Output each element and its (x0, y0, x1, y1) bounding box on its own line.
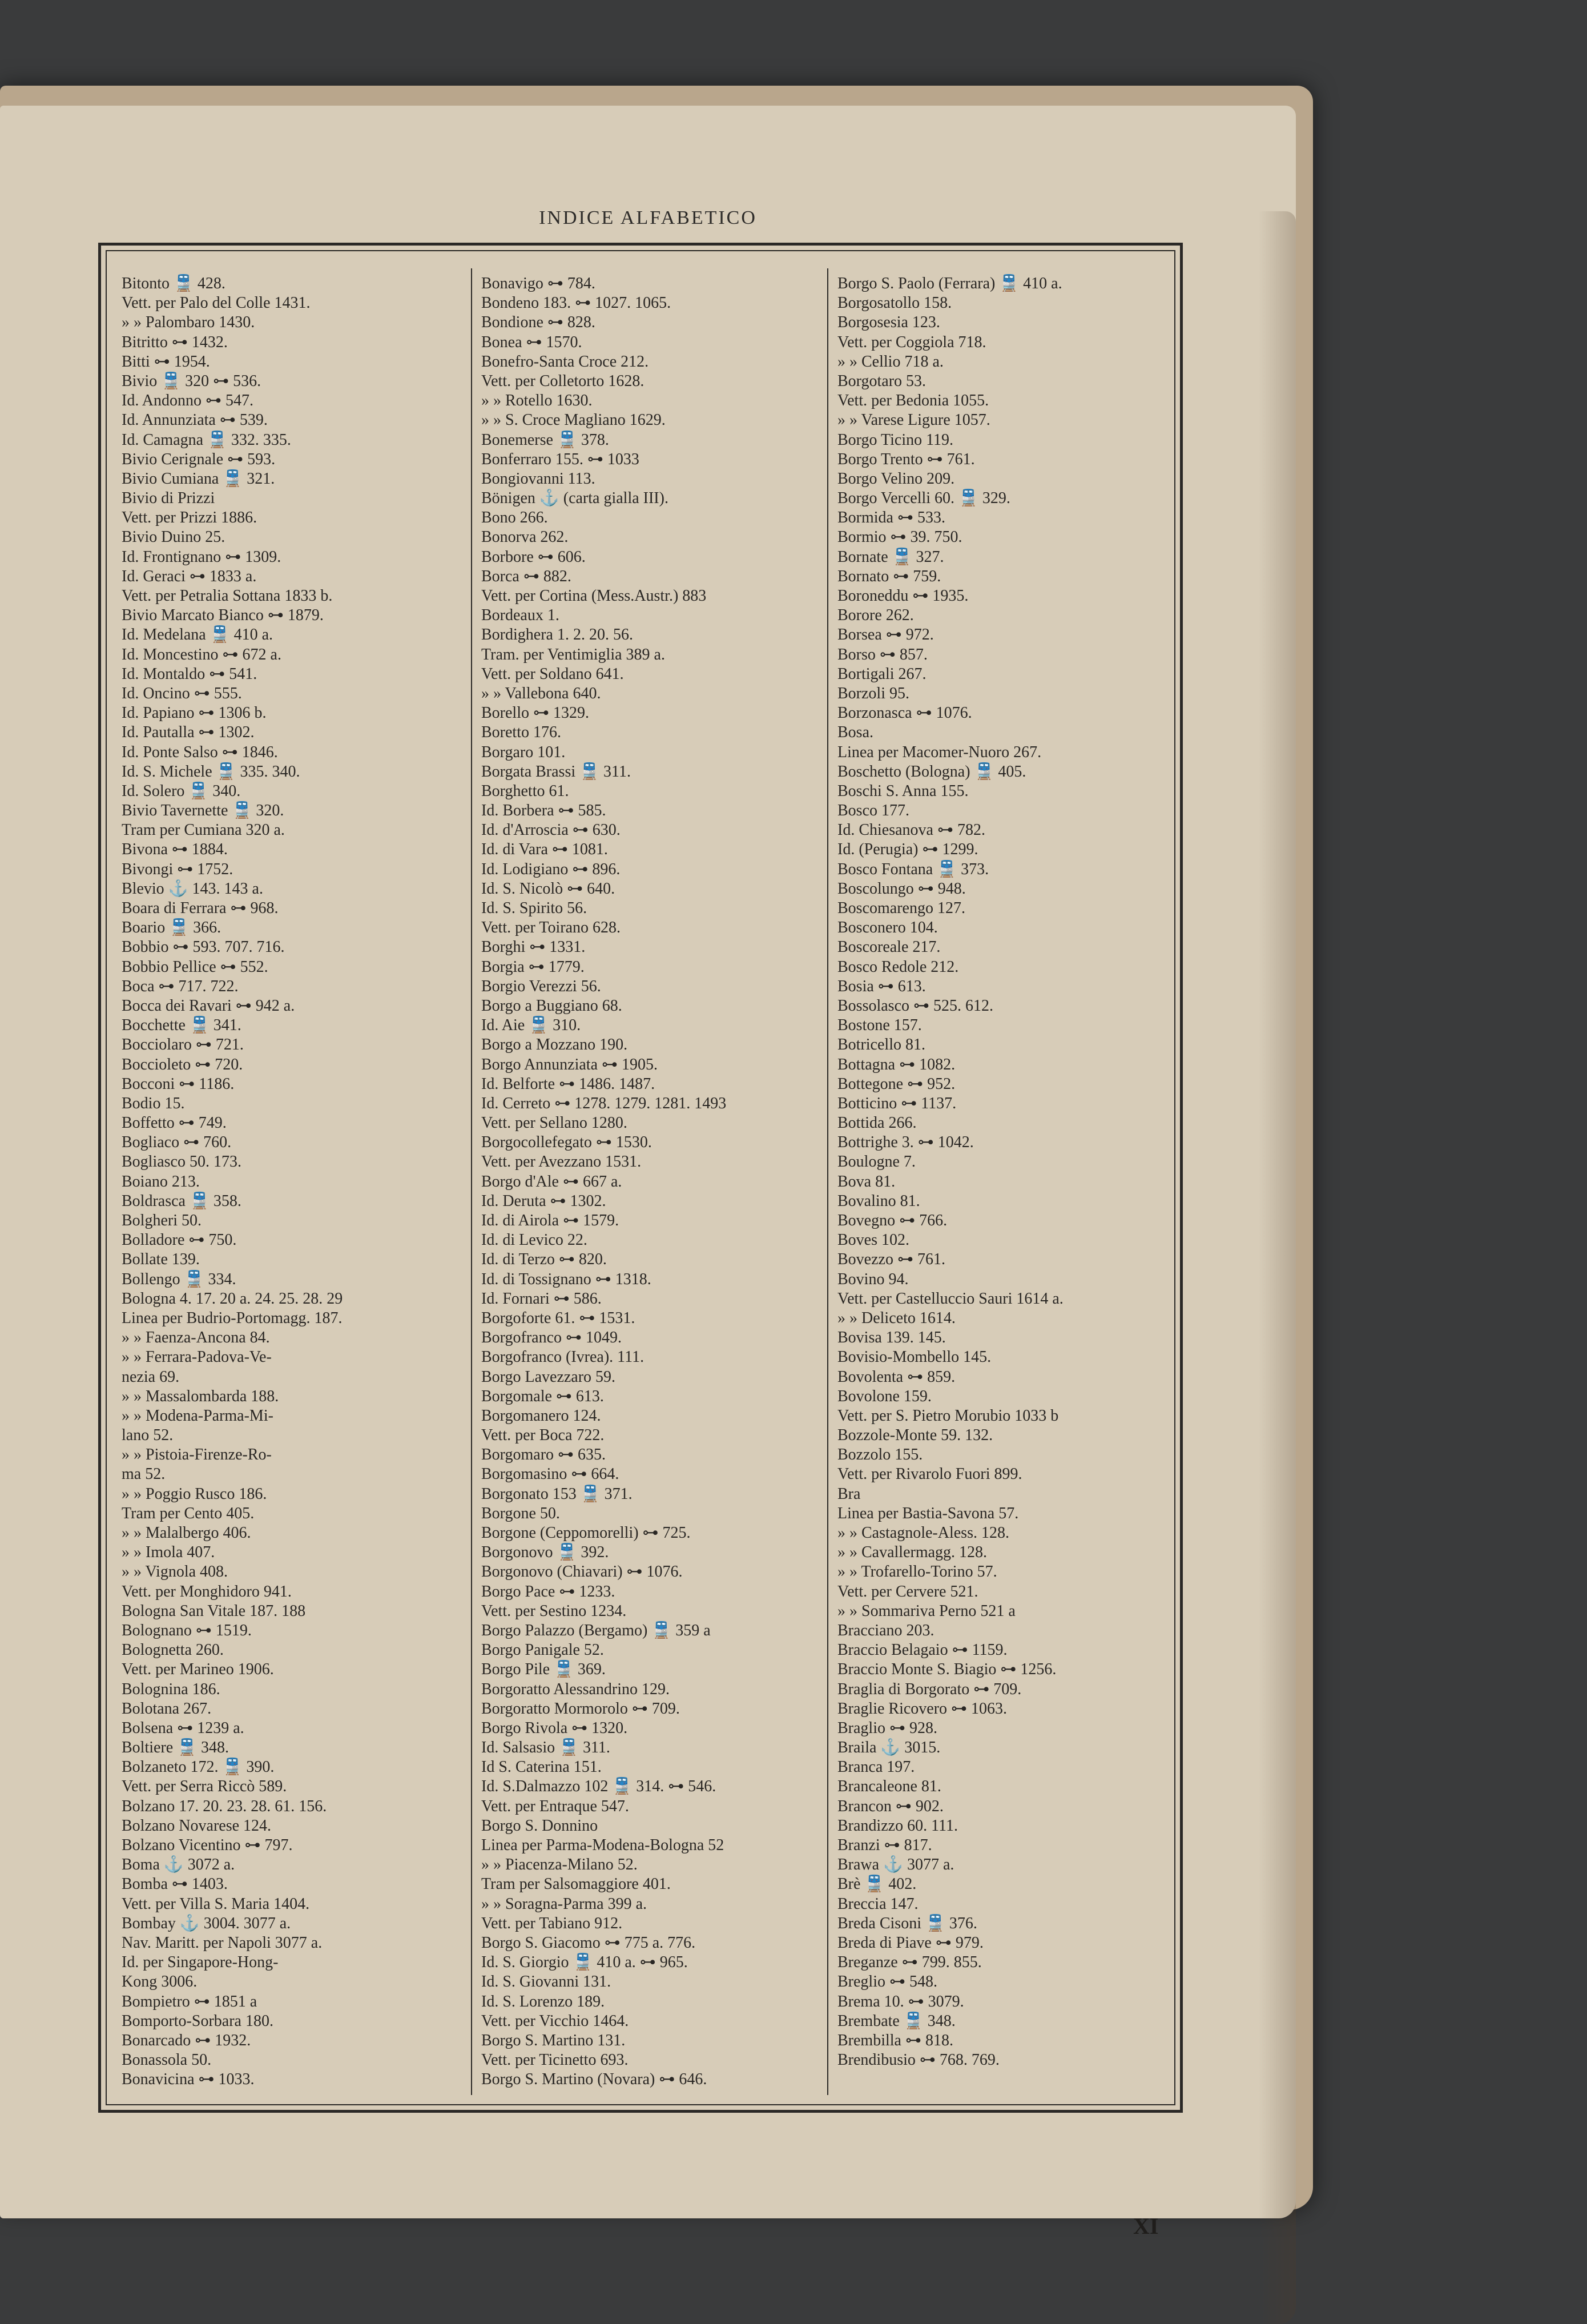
index-entry: Braglio ⊶ 928. (837, 1719, 937, 1737)
index-entry: Brawa ⚓ 3077 a. (837, 1856, 954, 1874)
index-entry: Bollate 139. (122, 1251, 200, 1269)
index-entry: Bozzole-Monte 59. 132. (837, 1426, 993, 1445)
index-entry: Borgonovo 🚆 392. (481, 1543, 609, 1562)
index-entry: Bivio Tavernette 🚆 320. (122, 802, 284, 820)
index-entry: Bolsena ⊶ 1239 a. (122, 1719, 244, 1737)
page-number: XI (1133, 2213, 1159, 2239)
index-entry: Bonorva 262. (481, 528, 569, 546)
index-entry: Id. di Levico 22. (481, 1231, 587, 1249)
index-entry: Bologna San Vitale 187. 188 (122, 1602, 306, 1620)
index-entry: Borgo Annunziata ⊶ 1905. (481, 1055, 658, 1073)
index-entry: Vett. per Petralia Sottana 1833 b. (122, 587, 333, 605)
index-entry: Borgo S. Donnino (481, 1816, 598, 1835)
index-entry: Bornato ⊶ 759. (837, 567, 941, 585)
index-entry: Bosa. (837, 723, 873, 742)
index-entry: Vett. per Ticinetto 693. (481, 2051, 629, 2069)
index-entry: Vett. per Palo del Colle 1431. (122, 294, 311, 312)
index-entry: Tram per Cumiana 320 a. (122, 821, 285, 839)
index-entry: Boara di Ferrara ⊶ 968. (122, 899, 279, 917)
index-entry: Vett. per Entraque 547. (481, 1797, 629, 1815)
index-entry: Boroneddu ⊶ 1935. (837, 587, 969, 605)
index-entry: Vett. per Monghidoro 941. (122, 1582, 292, 1601)
index-entry: Brancon ⊶ 902. (837, 1797, 944, 1815)
index-entry: Bosco Redole 212. (837, 958, 959, 976)
index-page (0, 106, 1296, 2239)
index-entry: Breganze ⊶ 799. 855. (837, 1953, 982, 1972)
index-entry: Linea per Bastia-Savona 57. (837, 1504, 1019, 1522)
index-entry: Vett. per Sestino 1234. (481, 1602, 627, 1620)
index-entry: Vett. per Villa S. Maria 1404. (122, 1895, 310, 1913)
index-entry: Id. Borbera ⊶ 585. (481, 802, 606, 820)
index-entry: Tram per Cento 405. (122, 1504, 255, 1522)
index-entry: Bomba ⊶ 1403. (122, 1875, 228, 1893)
index-entry: Borgo a Buggiano 68. (481, 996, 622, 1015)
index-entry: Borgata Brassi 🚆 311. (481, 762, 631, 781)
index-column-1 (122, 274, 464, 2089)
index-entry: Borgofranco ⊶ 1049. (481, 1329, 622, 1347)
index-entry: Boschi S. Anna 155. (837, 782, 969, 800)
index-entry: Bolzano Vicentino ⊶ 797. (122, 1836, 293, 1854)
index-entry: Id. S. Giovanni 131. (481, 1973, 611, 1991)
index-entry: Bönigen ⚓ (carta gialla III). (481, 489, 668, 508)
index-entry: Bonavicina ⊶ 1033. (122, 2070, 255, 2089)
index-entry: Bitritto ⊶ 1432. (122, 333, 228, 351)
index-entry: Bivio di Prizzi (122, 489, 215, 508)
index-entry: Id. (Perugia) ⊶ 1299. (837, 841, 978, 859)
index-entry: Bivio Cumiana 🚆 321. (122, 469, 275, 488)
index-entry: » » Trofarello-Torino 57. (837, 1563, 997, 1581)
index-entry: Id. S. Spirito 56. (481, 899, 587, 917)
index-entry: Id. Papiano ⊶ 1306 b. (122, 704, 267, 722)
index-entry: Borello ⊶ 1329. (481, 704, 589, 722)
page-edge-shadow (1259, 211, 1296, 2324)
index-entry: » » Malalbergo 406. (122, 1524, 251, 1542)
index-entry: » » Vignola 408. (122, 1563, 228, 1581)
index-entry: Id. S.Dalmazzo 102 🚆 314. ⊶ 546. (481, 1778, 716, 1796)
index-entry: Bovalino 81. (837, 1192, 920, 1210)
index-entry: Id. Deruta ⊶ 1302. (481, 1192, 606, 1210)
index-entry: Bolzano Novarese 124. (122, 1816, 272, 1835)
index-entry: Bozzolo 155. (837, 1446, 923, 1464)
index-entry: Borgone 50. (481, 1504, 560, 1522)
index-entry: Borgo Rivola ⊶ 1320. (481, 1719, 628, 1737)
index-entry: » » Faenza-Ancona 84. (122, 1329, 270, 1347)
index-entry: Bollengo 🚆 334. (122, 1270, 236, 1288)
index-entry: Borgo Palazzo (Bergamo) 🚆 359 a (481, 1621, 711, 1639)
index-entry: Breglio ⊶ 548. (837, 1973, 937, 1991)
index-entry: Tram. per Ventimiglia 389 a. (481, 645, 665, 664)
index-entry: Bonferraro 155. ⊶ 1033 (481, 450, 639, 468)
index-entry: Bivio Cerignale ⊶ 593. (122, 450, 276, 468)
index-entry: Tram per Salsomaggiore 401. (481, 1875, 671, 1893)
index-entry: Bivio Duino 25. (122, 528, 225, 546)
index-entry: Bonea ⊶ 1570. (481, 333, 582, 351)
index-entry: Bolotana 267. (122, 1699, 212, 1718)
index-entry: Breccia 147. (837, 1895, 919, 1913)
index-entry: Borgosesia 123. (837, 313, 940, 332)
index-entry: Vett. per Sellano 1280. (481, 1114, 627, 1132)
index-entry: » » Vallebona 640. (481, 684, 601, 702)
index-entry: Braglie Ricovero ⊶ 1063. (837, 1699, 1008, 1718)
index-entry: Brancaleone 81. (837, 1778, 941, 1796)
index-entry: Vett. per Cervere 521. (837, 1582, 978, 1601)
index-entry: Bocciolaro ⊶ 721. (122, 1036, 244, 1054)
index-entry: Bova 81. (837, 1172, 896, 1191)
index-entry: Bolzano 17. 20. 23. 28. 61. 156. (122, 1797, 327, 1815)
index-entry: Borgomaro ⊶ 635. (481, 1446, 606, 1464)
index-entry: Bondione ⊶ 828. (481, 313, 595, 332)
index-entry: Brè 🚆 402. (837, 1875, 917, 1893)
index-entry: Bono 266. (481, 509, 548, 527)
index-entry: Vett. per Tabiano 912. (481, 1914, 623, 1932)
index-entry: Boscomarengo 127. (837, 899, 965, 917)
index-entry: Borgo S. Martino 131. (481, 2031, 626, 2049)
index-entry: Boccioleto ⊶ 720. (122, 1055, 243, 1073)
index-entry: Bosco Fontana 🚆 373. (837, 860, 989, 878)
index-entry: Borgoratto Mormorolo ⊶ 709. (481, 1699, 680, 1718)
index-entry: Id. Frontignano ⊶ 1309. (122, 548, 281, 566)
index-entry: » » Rotello 1630. (481, 392, 593, 410)
index-entry: » » Deliceto 1614. (837, 1309, 956, 1327)
index-entry: Bolognano ⊶ 1519. (122, 1621, 252, 1639)
index-entry: Bordighera 1. 2. 20. 56. (481, 626, 633, 644)
index-entry: Vett. per Coggiola 718. (837, 333, 986, 351)
index-column-3 (837, 274, 1174, 2070)
index-entry: Borgomanero 124. (481, 1406, 601, 1425)
index-entry: Vett. per Boca 722. (481, 1426, 605, 1445)
index-entry: Borzoli 95. (837, 684, 909, 702)
index-entry: Borsea ⊶ 972. (837, 626, 934, 644)
index-entry: Bra (837, 1485, 861, 1503)
index-entry: Vett. per Toirano 628. (481, 919, 621, 937)
index-entry: Bolognina 186. (122, 1680, 220, 1698)
index-entry: Id. S. Nicolò ⊶ 640. (481, 879, 615, 898)
index-entry: Bonassola 50. (122, 2051, 212, 2069)
index-entry: Borgo Pile 🚆 369. (481, 1660, 606, 1679)
index-entry: Bosia ⊶ 613. (837, 977, 926, 995)
index-entry: Bolzaneto 172. 🚆 390. (122, 1758, 275, 1776)
index-entry: Brandizzo 60. 111. (837, 1816, 958, 1835)
index-entry: Id. Chiesanova ⊶ 782. (837, 821, 985, 839)
index-entry: Bocconi ⊶ 1186. (122, 1075, 235, 1093)
index-entry: Bormio ⊶ 39. 750. (837, 528, 962, 546)
index-entry: Boretto 176. (481, 723, 561, 742)
index-entry: Boffetto ⊶ 749. (122, 1114, 227, 1132)
index-entry: Bogliaco ⊶ 760. (122, 1133, 232, 1152)
index-entry: Borgoforte 61. ⊶ 1531. (481, 1309, 635, 1327)
column-rule-1 (471, 268, 472, 2095)
index-entry: Boschetto (Bologna) 🚆 405. (837, 762, 1026, 781)
index-entry: Bornate 🚆 327. (837, 548, 944, 566)
index-entry: » » Palombaro 1430. (122, 313, 255, 332)
index-entry: Borgo Lavezzaro 59. (481, 1368, 616, 1386)
index-entry: Bovolenta ⊶ 859. (837, 1368, 956, 1386)
index-entry: Borgoratto Alessandrino 129. (481, 1680, 670, 1698)
index-entry: Boscolungo ⊶ 948. (837, 879, 966, 898)
index-entry: Borgomale ⊶ 613. (481, 1387, 604, 1405)
index-entry: Brembate 🚆 348. (837, 2012, 956, 2030)
index-entry: Borgocollefegato ⊶ 1530. (481, 1133, 652, 1152)
index-entry: Linea per Parma-Modena-Bologna 52 (481, 1836, 724, 1854)
index-entry: Borgo Ticino 119. (837, 431, 954, 449)
index-entry: Vett. per Serra Riccò 589. (122, 1778, 287, 1796)
index-entry: Borghi ⊶ 1331. (481, 938, 586, 956)
index-entry: Vett. per Soldano 641. (481, 665, 624, 683)
index-entry: Boscoreale 217. (837, 938, 941, 956)
index-frame-inner (106, 250, 1175, 2105)
index-entry: Borgaro 101. (481, 743, 566, 761)
index-entry: Bitti ⊶ 1954. (122, 352, 210, 371)
index-entry: Bovezzo ⊶ 761. (837, 1251, 945, 1269)
index-entry: Borgomasino ⊶ 664. (481, 1465, 619, 1483)
index-entry: Bitonto 🚆 428. (122, 275, 225, 292)
index-entry: Borore 262. (837, 606, 914, 625)
index-entry: Borgo Pace ⊶ 1233. (481, 1582, 615, 1601)
index-entry: Bottegone ⊶ 952. (837, 1075, 956, 1093)
index-entry: Id. Solero 🚆 340. (122, 782, 241, 800)
index-entry: Bivio 🚆 320 ⊶ 536. (122, 372, 261, 390)
index-entry: Bodio 15. (122, 1094, 185, 1112)
index-entry: Id. Medelana 🚆 410 a. (122, 626, 273, 644)
index-entry: Id S. Caterina 151. (481, 1758, 602, 1776)
index-entry: Brendibusio ⊶ 768. 769. (837, 2051, 1000, 2069)
index-entry: » » Varese Ligure 1057. (837, 411, 990, 429)
index-entry: Vett. per Prizzi 1886. (122, 509, 257, 527)
index-entry: Id. Belforte ⊶ 1486. 1487. (481, 1075, 655, 1093)
index-entry: Bivona ⊶ 1884. (122, 841, 228, 859)
index-entry: Bivongi ⊶ 1752. (122, 860, 233, 878)
index-entry: » » Massalombarda 188. (122, 1387, 279, 1405)
index-entry: Vett. per Bedonia 1055. (837, 392, 989, 410)
index-entry: Borgo Panigale 52. (481, 1641, 604, 1659)
index-entry: Id. Aie 🚆 310. (481, 1016, 581, 1035)
index-entry: ma 52. (122, 1465, 166, 1483)
index-entry: » » Imola 407. (122, 1543, 215, 1562)
index-entry: Nav. Maritt. per Napoli 3077 a. (122, 1933, 323, 1952)
index-entry: Bocca dei Ravari ⊶ 942 a. (122, 996, 295, 1015)
index-entry: Vett. per Avezzano 1531. (481, 1153, 642, 1171)
index-entry: Boma ⚓ 3072 a. (122, 1856, 235, 1874)
index-entry: Id. per Singapore-Hong- (122, 1953, 279, 1972)
index-entry: Borzonasca ⊶ 1076. (837, 704, 972, 722)
index-entry: Bonemerse 🚆 378. (481, 431, 609, 449)
index-entry: Vett. per Vicchio 1464. (481, 2012, 629, 2030)
index-column-2 (481, 274, 829, 2089)
index-entry: Bobbio Pellice ⊶ 552. (122, 958, 268, 976)
index-entry: Bolgheri 50. (122, 1212, 202, 1229)
index-entry: Braccio Monte S. Biagio ⊶ 1256. (837, 1660, 1057, 1679)
index-entry: Id. di Airola ⊶ 1579. (481, 1212, 619, 1229)
index-entry: » » Sommariva Perno 521 a (837, 1602, 1016, 1620)
index-entry: Id. Geraci ⊶ 1833 a. (122, 567, 257, 585)
index-entry: Id. Ponte Salso ⊶ 1846. (122, 743, 278, 761)
index-entry: Bovegno ⊶ 766. (837, 1212, 948, 1229)
index-entry: Bologna 4. 17. 20 a. 24. 25. 28. 29 (122, 1289, 343, 1308)
index-entry: Borgo a Mozzano 190. (481, 1036, 628, 1054)
index-entry: » » Cavallermagg. 128. (837, 1543, 988, 1562)
index-entry: Id. Fornari ⊶ 586. (481, 1289, 602, 1308)
index-entry: » » Castagnole-Aless. 128. (837, 1524, 1009, 1542)
index-entry: Brema 10. ⊶ 3079. (837, 1992, 964, 2011)
index-entry: Bompietro ⊶ 1851 a (122, 1992, 257, 2011)
index-entry: Id. S. Lorenzo 189. (481, 1992, 605, 2011)
index-entry: Vett. per Rivarolo Fuori 899. (837, 1465, 1022, 1483)
index-entry: Bovisa 139. 145. (837, 1329, 946, 1347)
index-entry: Bostone 157. (837, 1016, 922, 1035)
index-entry: Borgone (Ceppomorelli) ⊶ 725. (481, 1524, 691, 1542)
index-entry: Id. S. Michele 🚆 335. 340. (122, 762, 300, 781)
index-entry: Botticino ⊶ 1137. (837, 1094, 957, 1112)
index-entry: Bonarcado ⊶ 1932. (122, 2031, 251, 2049)
index-entry: Borgo Trento ⊶ 761. (837, 450, 975, 468)
index-entry: Boiano 213. (122, 1172, 200, 1191)
index-entry: Borgosatollo 158. (837, 294, 952, 312)
index-entry: Bonavigo ⊶ 784. (481, 275, 595, 292)
index-entry: » » Pistoia-Firenze-Ro- (122, 1446, 272, 1464)
index-entry: Braila ⚓ 3015. (837, 1739, 941, 1757)
index-entry: Vett. per S. Pietro Morubio 1033 b (837, 1406, 1059, 1425)
index-entry: Id. di Tossignano ⊶ 1318. (481, 1270, 651, 1288)
index-entry: Id. di Vara ⊶ 1081. (481, 841, 608, 859)
index-entry: Bocchette 🚆 341. (122, 1016, 241, 1035)
index-entry: Bolognetta 260. (122, 1641, 224, 1659)
index-entry: Brembilla ⊶ 818. (837, 2031, 953, 2049)
index-entry: Boulogne 7. (837, 1153, 916, 1171)
index-entry: Id. Andonno ⊶ 547. (122, 392, 253, 410)
index-entry: Borgonato 153 🚆 371. (481, 1485, 633, 1503)
index-entry: Borgia ⊶ 1779. (481, 958, 585, 976)
index-entry: Braglia di Borgorato ⊶ 709. (837, 1680, 1022, 1698)
index-entry: » » Ferrara-Padova-Ve- (122, 1348, 272, 1366)
index-entry: Id. Salsasio 🚆 311. (481, 1739, 610, 1757)
index-entry: Vett. per Colletorto 1628. (481, 372, 645, 390)
index-entry: » » S. Croce Magliano 1629. (481, 411, 666, 429)
index-entry: Boltiere 🚆 348. (122, 1739, 229, 1757)
index-entry: Boario 🚆 366. (122, 919, 221, 937)
index-entry: Id. Oncino ⊶ 555. (122, 684, 242, 702)
index-entry: Borca ⊶ 882. (481, 567, 571, 585)
index-entry: Vett. per Cortina (Mess.Austr.) 883 (481, 587, 707, 605)
index-entry: » » Piacenza-Milano 52. (481, 1856, 638, 1874)
index-entry: Bortigali 267. (837, 665, 927, 683)
index-entry: Boldrasca 🚆 358. (122, 1192, 241, 1210)
page-title: INDICE ALFABETICO (539, 207, 757, 228)
index-entry: » » Soragna-Parma 399 a. (481, 1895, 647, 1913)
index-entry: Id. Pautalla ⊶ 1302. (122, 723, 255, 742)
index-entry: Id. Lodigiano ⊶ 896. (481, 860, 621, 878)
index-entry: Bongiovanni 113. (481, 469, 595, 488)
index-entry: Bovino 94. (837, 1270, 909, 1288)
index-entry: Vett. per Marineo 1906. (122, 1660, 274, 1679)
index-entry: Kong 3006. (122, 1973, 198, 1991)
index-entry: » » Poggio Rusco 186. (122, 1485, 267, 1503)
index-entry: Bondeno 183. ⊶ 1027. 1065. (481, 294, 671, 312)
index-entry: Borbore ⊶ 606. (481, 548, 586, 566)
index-entry: Bracciano 203. (837, 1621, 935, 1639)
index-entry: Borgo d'Ale ⊶ 667 a. (481, 1172, 622, 1191)
index-entry: Blevio ⚓ 143. 143 a. (122, 879, 263, 898)
index-entry: Bosco 177. (837, 802, 909, 820)
index-entry: Id. di Terzo ⊶ 820. (481, 1251, 607, 1269)
index-entry: Borgotaro 53. (837, 372, 927, 390)
index-entry: Vett. per Castelluccio Sauri 1614 a. (837, 1289, 1064, 1308)
index-entry: Id. S. Giorgio 🚆 410 a. ⊶ 965. (481, 1953, 688, 1972)
index-entry: Id. Moncestino ⊶ 672 a. (122, 645, 281, 664)
index-entry: Breda Cisoni 🚆 376. (837, 1914, 977, 1932)
index-entry: Bogliasco 50. 173. (122, 1153, 241, 1171)
index-entry: Borgio Verezzi 56. (481, 977, 601, 995)
index-entry: Bovisio-Mombello 145. (837, 1348, 992, 1366)
index-entry: Borgo S. Paolo (Ferrara) 🚆 410 a. (837, 275, 1062, 292)
index-entry: » » Modena-Parma-Mi- (122, 1406, 273, 1425)
index-entry: Bottagna ⊶ 1082. (837, 1055, 956, 1073)
index-entry: Bolladore ⊶ 750. (122, 1231, 237, 1249)
index-entry: Bosconero 104. (837, 919, 938, 937)
index-entry: Bottrighe 3. ⊶ 1042. (837, 1133, 974, 1152)
index-entry: Braccio Belagaio ⊶ 1159. (837, 1641, 1008, 1659)
index-entry: Bobbio ⊶ 593. 707. 716. (122, 938, 285, 956)
index-entry: Linea per Macomer-Nuoro 267. (837, 743, 1042, 761)
index-entry: Boca ⊶ 717. 722. (122, 977, 239, 995)
index-entry: Borgo Velino 209. (837, 469, 955, 488)
index-entry: Bonefro-Santa Croce 212. (481, 352, 649, 371)
index-entry: Boves 102. (837, 1231, 909, 1249)
index-entry: Id. Cerreto ⊶ 1278. 1279. 1281. 1493 (481, 1094, 727, 1112)
index-entry: Borgo S. Giacomo ⊶ 775 a. 776. (481, 1933, 696, 1952)
index-entry: Borgo Vercelli 60. 🚆 329. (837, 489, 1010, 508)
index-entry: Bivio Marcato Bianco ⊶ 1879. (122, 606, 324, 625)
index-entry: Botricello 81. (837, 1036, 925, 1054)
index-entry: Bovolone 159. (837, 1387, 932, 1405)
index-entry: Bottida 266. (837, 1114, 917, 1132)
index-entry: Bombay ⚓ 3004. 3077 a. (122, 1914, 291, 1932)
index-entry: Borgofranco (Ivrea). 111. (481, 1348, 645, 1366)
index-entry: Bossolasco ⊶ 525. 612. (837, 996, 993, 1015)
index-entry: Borgo S. Martino (Novara) ⊶ 646. (481, 2070, 707, 2089)
index-entry: Bomporto-Sorbara 180. (122, 2012, 273, 2030)
index-entry: Borgonovo (Chiavari) ⊶ 1076. (481, 1563, 683, 1581)
index-entry: Id. Camagna 🚆 332. 335. (122, 431, 291, 449)
index-entry: lano 52. (122, 1426, 174, 1445)
index-entry: » » Cellio 718 a. (837, 352, 944, 371)
index-entry: Bordeaux 1. (481, 606, 559, 625)
index-frame (98, 243, 1183, 2113)
index-entry: Id. d'Arroscia ⊶ 630. (481, 821, 621, 839)
index-entry: nezia 69. (122, 1368, 180, 1386)
index-entry: Id. Montaldo ⊶ 541. (122, 665, 257, 683)
index-entry: Bormida ⊶ 533. (837, 509, 945, 527)
index-entry: Branzi ⊶ 817. (837, 1836, 932, 1854)
index-entry: Id. Annunziata ⊶ 539. (122, 411, 268, 429)
index-entry: Breda di Piave ⊶ 979. (837, 1933, 984, 1952)
index-entry: Linea per Budrio-Portomagg. 187. (122, 1309, 343, 1327)
index-entry: Branca 197. (837, 1758, 915, 1776)
index-entry: Borso ⊶ 857. (837, 645, 928, 664)
index-entry: Borghetto 61. (481, 782, 569, 800)
